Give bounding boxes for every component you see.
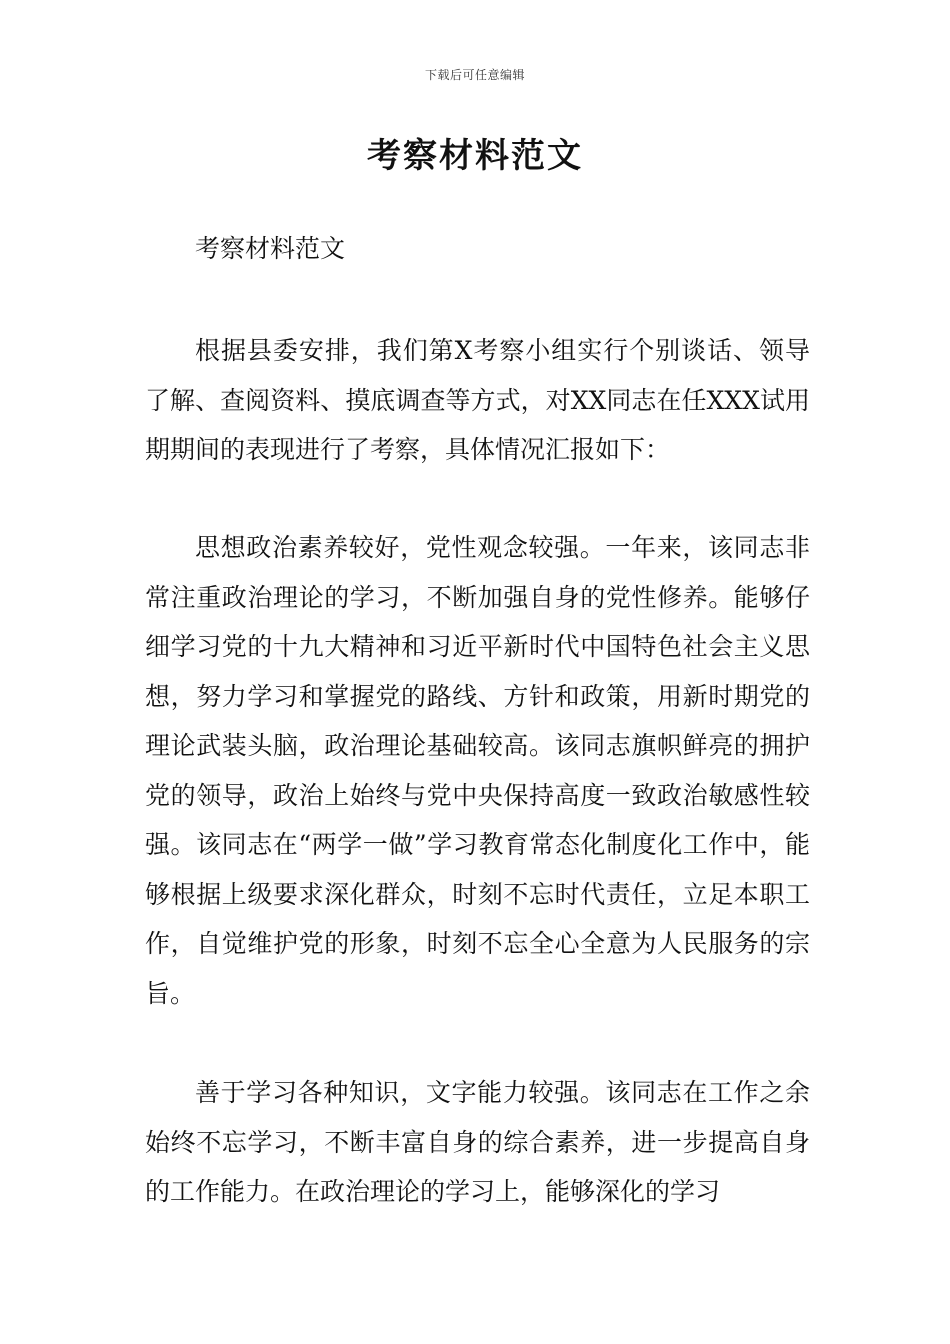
header-note: 下载后可任意编辑 <box>424 68 525 82</box>
document-subtitle: 考察材料范文 <box>195 234 346 263</box>
paragraph-intro: 根据县委安排，我们第X考察小组实行个别谈话、领导了解、查阅资料、摸底调查等方式，对XX同志在任XXX试用期期间的表现进行了考察，具体情况汇报如下： <box>145 336 810 464</box>
paragraph-political: 思想政治素养较好，党性观念较强。一年来，该同志非常注重政治理论的学习，不断加强自身的党性修养。能够仔细学习党的十九大精神和习近平新时代中国特色社会主义思想，努力学习和掌握党的路线、方针和政策，用新时期党的理论武装头脑，政治理论基础较高。该同志旗帜鲜亮的拥护党的领导，政治上始终与党中央保持高度一致政治敏感性较强。该同志在“两学一做”学习教育常态化制度化工作中，能够根据上级要求深化群众，时刻不忘时代责任，立足本职工作，自觉维护党的形象，时刻不忘全心全意为人民服务的宗旨。 <box>145 533 810 1008</box>
document-title: 考察材料范文 <box>367 136 583 176</box>
paragraph-learning: 善于学习各种知识，文字能力较强。该同志在工作之余始终不忘学习，不断丰富自身的综合素养，进一步提高自身的工作能力。在政治理论的学习上，能够深化的学习 <box>145 1078 810 1206</box>
